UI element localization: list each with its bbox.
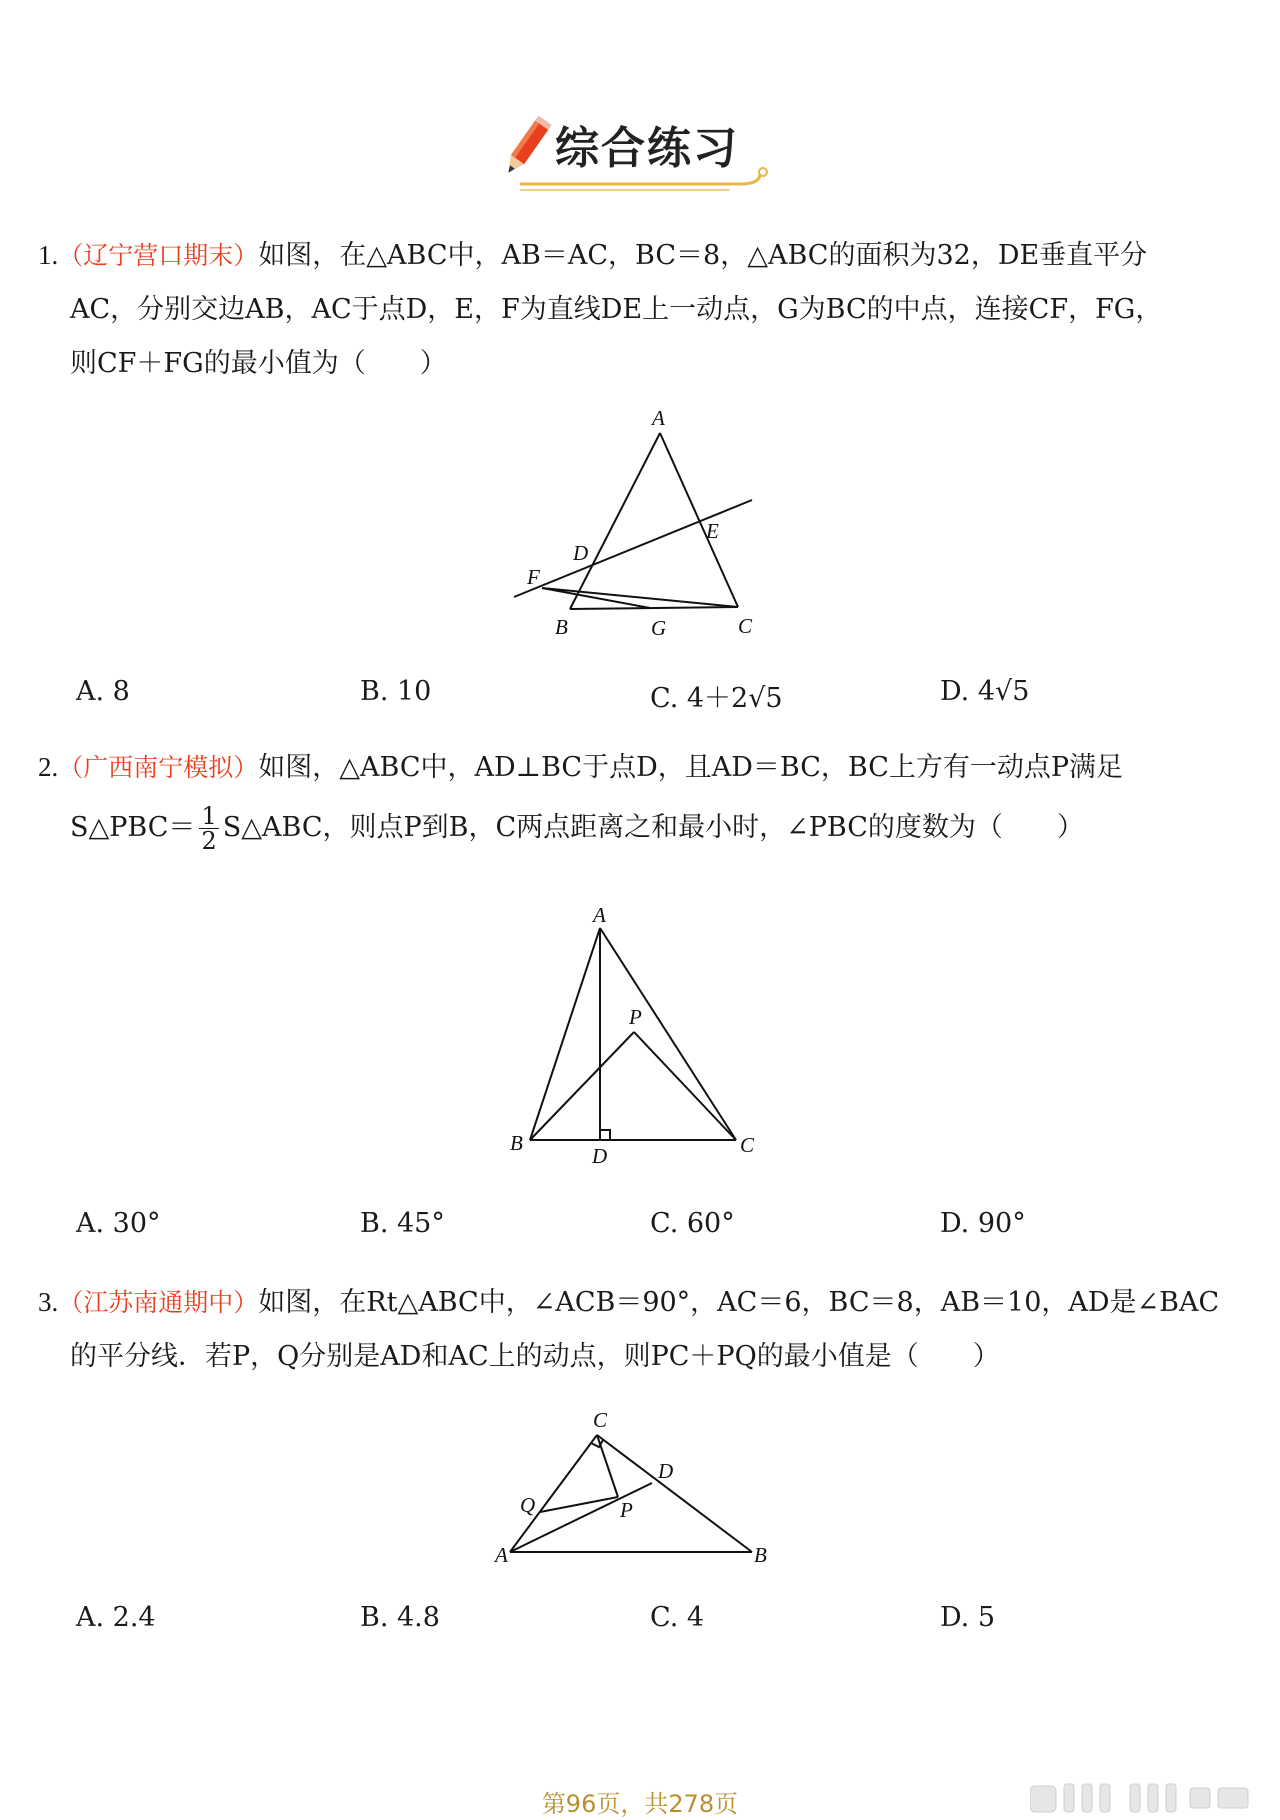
choice-d[interactable]: D. 4√5	[940, 676, 1030, 707]
page-footer: 第96页，共278页	[541, 1790, 739, 1818]
watermark-bars-icon	[1030, 1780, 1260, 1816]
question-source: （广西南宁模拟）	[58, 753, 259, 782]
choice-b[interactable]: B. 4.8	[360, 1602, 440, 1633]
choice-a[interactable]: A. 2.4	[76, 1602, 156, 1633]
question-source: （江苏南通期中）	[58, 1288, 259, 1317]
question-3-choices	[76, 1602, 1226, 1642]
label-D: D	[592, 1144, 608, 1165]
question-1	[38, 228, 1238, 391]
label-A: A	[495, 1543, 508, 1565]
choice-b[interactable]: B. 10	[360, 676, 432, 707]
choice-b[interactable]: B. 45°	[360, 1208, 445, 1239]
question-text-line: AC，分别交边AB，AC于点D，E，F为直线DE上一动点，G为BC的中点，连接CF，FG，	[70, 294, 1163, 325]
figure-3-triangle	[490, 1405, 790, 1565]
choice-c[interactable]: C. 4	[650, 1602, 705, 1633]
page-title-block	[495, 104, 785, 194]
fraction-denominator: 2	[201, 827, 217, 855]
label-C: C	[738, 614, 753, 638]
question-1-choices	[76, 676, 1226, 716]
question-text-line: S△ABC，则点P到B，C两点距离之和最小时，∠PBC的度数为（ ）	[222, 812, 1084, 843]
page-title: 综合练习	[555, 123, 739, 174]
label-E: E	[706, 519, 719, 543]
question-number: 3.	[38, 1287, 59, 1317]
question-text-line: 则CF＋FG的最小值为（ ）	[70, 348, 447, 379]
question-source: （辽宁营口期末）	[58, 241, 259, 270]
question-text-line: 的平分线．若P，Q分别是AD和AC上的动点，则PC＋PQ的最小值是（ ）	[70, 1341, 1000, 1372]
question-number: 2.	[38, 752, 59, 782]
choice-a[interactable]: A. 30°	[76, 1208, 161, 1239]
question-2-choices	[76, 1208, 1226, 1248]
question-2	[38, 740, 1238, 855]
fraction-numerator: 1	[201, 802, 217, 830]
fraction-half	[199, 804, 218, 853]
label-F: F	[527, 565, 540, 589]
question-number: 1.	[38, 240, 59, 270]
label-B: B	[555, 615, 568, 639]
label-A: A	[652, 406, 665, 430]
question-text-line: 如图，在Rt△ABC中，∠ACB＝90°，AC＝6，BC＝8，AB＝10，AD是∠BAC	[258, 1287, 1220, 1318]
label-D: D	[658, 1459, 674, 1483]
choice-d[interactable]: D. 5	[940, 1602, 996, 1633]
label-Q: Q	[520, 1493, 536, 1517]
label-B: B	[754, 1543, 767, 1565]
label-G: G	[651, 616, 667, 640]
choice-c[interactable]: C. 4＋2√5	[650, 683, 783, 714]
label-P: P	[620, 1498, 633, 1522]
choice-c[interactable]: C. 60°	[650, 1208, 735, 1239]
choice-d[interactable]: D. 90°	[940, 1208, 1026, 1239]
question-text-line: 如图，在△ABC中，AB＝AC，BC＝8，△ABC的面积为32，DE垂直平分	[258, 240, 1148, 271]
label-P: P	[629, 1005, 642, 1029]
label-C: C	[593, 1408, 608, 1432]
question-3	[38, 1275, 1238, 1384]
label-C: C	[740, 1133, 755, 1157]
figure-1-triangle	[500, 405, 780, 645]
title-underline	[515, 166, 775, 196]
figure-2-triangle	[500, 900, 780, 1165]
question-text-line: 如图，△ABC中，AD⊥BC于点D，且AD＝BC，BC上方有一动点P满足	[258, 752, 1124, 783]
choice-a[interactable]: A. 8	[76, 676, 130, 707]
label-D: D	[573, 541, 589, 565]
label-A: A	[593, 903, 606, 927]
label-B: B	[510, 1131, 523, 1155]
area-expression-left: S△PBC＝	[70, 812, 196, 843]
